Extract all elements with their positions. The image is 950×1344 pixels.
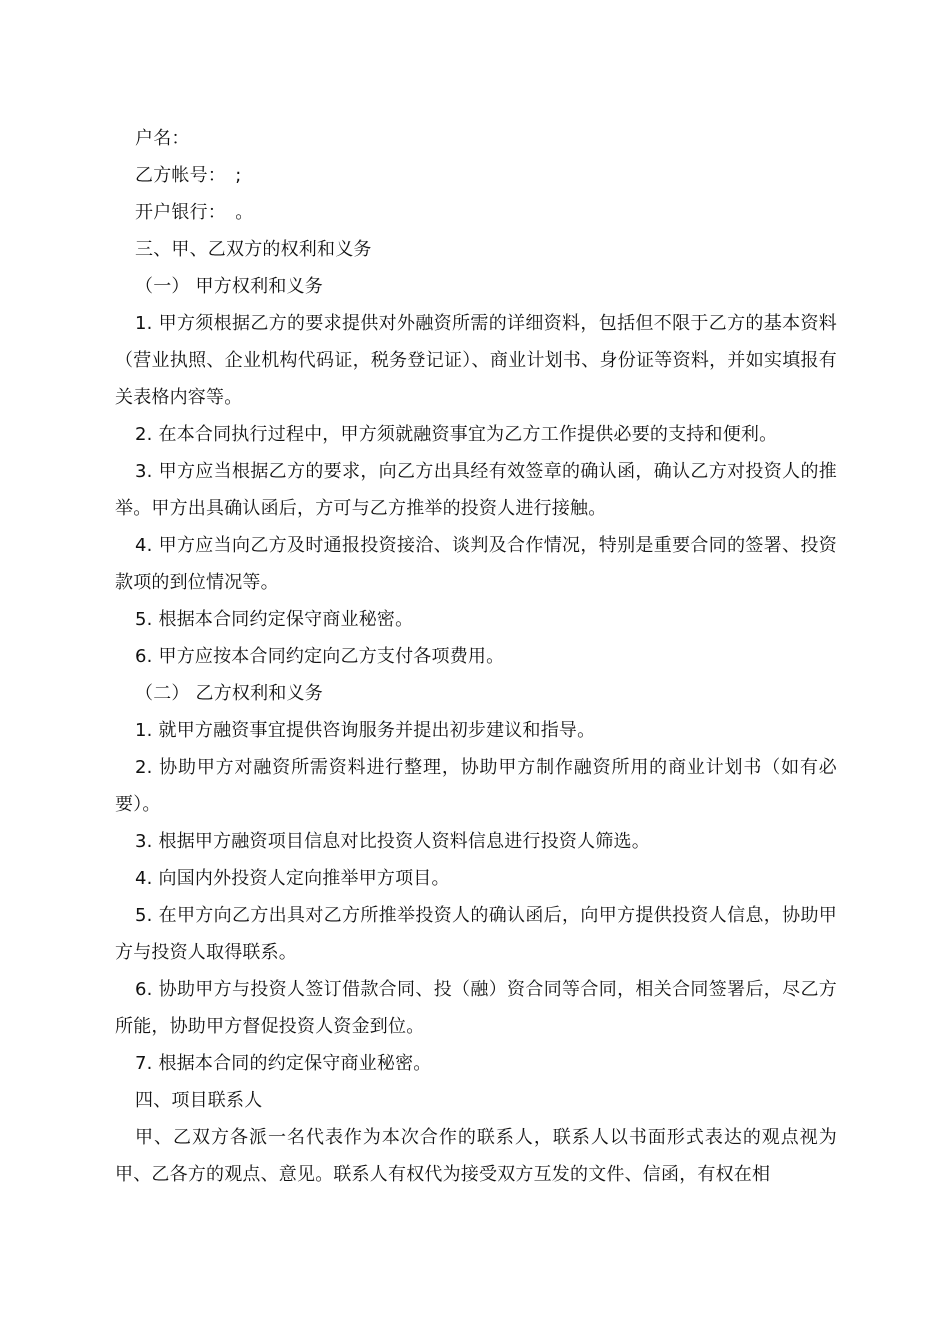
party-b-clause-4: 4. 向国内外投资人定向推举甲方项目。 — [135, 868, 450, 889]
party-b-clause-7: 7. 根据本合同的约定保守商业秘密。 — [135, 1053, 432, 1074]
document-body — [115, 120, 837, 1193]
contacts-paragraph: 甲、乙双方各派一名代表作为本次合作的联系人，联系人以书面形式表达的观点视为甲、乙各方的观点、意见。联系人有权代为接受双方互发的文件、信函，有权在相 — [115, 1127, 837, 1185]
party-a-clause-1: 1. 甲方须根据乙方的要求提供对外融资所需的详细资料，包括但不限于乙方的基本资料（营业执照、企业机构代码证，税务登记证）、商业计划书、身份证等资料，并如实填报有关表格内容等。 — [115, 313, 837, 408]
party-b-clause-3: 3. 根据甲方融资项目信息对比投资人资料信息进行投资人筛选。 — [135, 831, 650, 852]
subheading-party-b: （二） 乙方权利和义务 — [135, 683, 323, 704]
party-b-clause-1: 1. 就甲方融资事宜提供咨询服务并提出初步建议和指导。 — [135, 720, 596, 741]
party-a-clause-5: 5. 根据本合同约定保守商业秘密。 — [135, 609, 414, 630]
party-a-clause-2: 2. 在本合同执行过程中，甲方须就融资事宜为乙方工作提供必要的支持和便利。 — [135, 424, 778, 445]
party-b-clause-2: 2. 协助甲方对融资所需资料进行整理，协助甲方制作融资所用的商业计划书（如有必要）。 — [115, 757, 837, 815]
party-b-clause-6: 6. 协助甲方与投资人签订借款合同、投（融）资合同等合同，相关合同签署后，尽乙方所能，协助甲方督促投资人资金到位。 — [115, 979, 837, 1037]
subheading-party-a: （一） 甲方权利和义务 — [135, 276, 323, 297]
bank-line: 开户银行： 。 — [135, 202, 254, 223]
party-b-clause-5: 5. 在甲方向乙方出具对乙方所推举投资人的确认函后，向甲方提供投资人信息，协助甲方与投资人取得联系。 — [115, 905, 837, 963]
party-a-clause-3: 3. 甲方应当根据乙方的要求，向乙方出具经有效签章的确认函，确认乙方对投资人的推举。甲方出具确认函后，方可与乙方推举的投资人进行接触。 — [115, 461, 837, 519]
section-heading-rights: 三、甲、乙双方的权利和义务 — [135, 239, 372, 260]
section-heading-contacts: 四、项目联系人 — [135, 1090, 263, 1111]
account-name-line: 户名： — [135, 128, 190, 149]
party-b-account-line: 乙方帐号： ; — [135, 165, 242, 186]
party-a-clause-4: 4. 甲方应当向乙方及时通报投资接洽、谈判及合作情况，特别是重要合同的签署、投资款项的到位情况等。 — [115, 535, 837, 593]
party-a-clause-6: 6. 甲方应按本合同约定向乙方支付各项费用。 — [135, 646, 505, 667]
